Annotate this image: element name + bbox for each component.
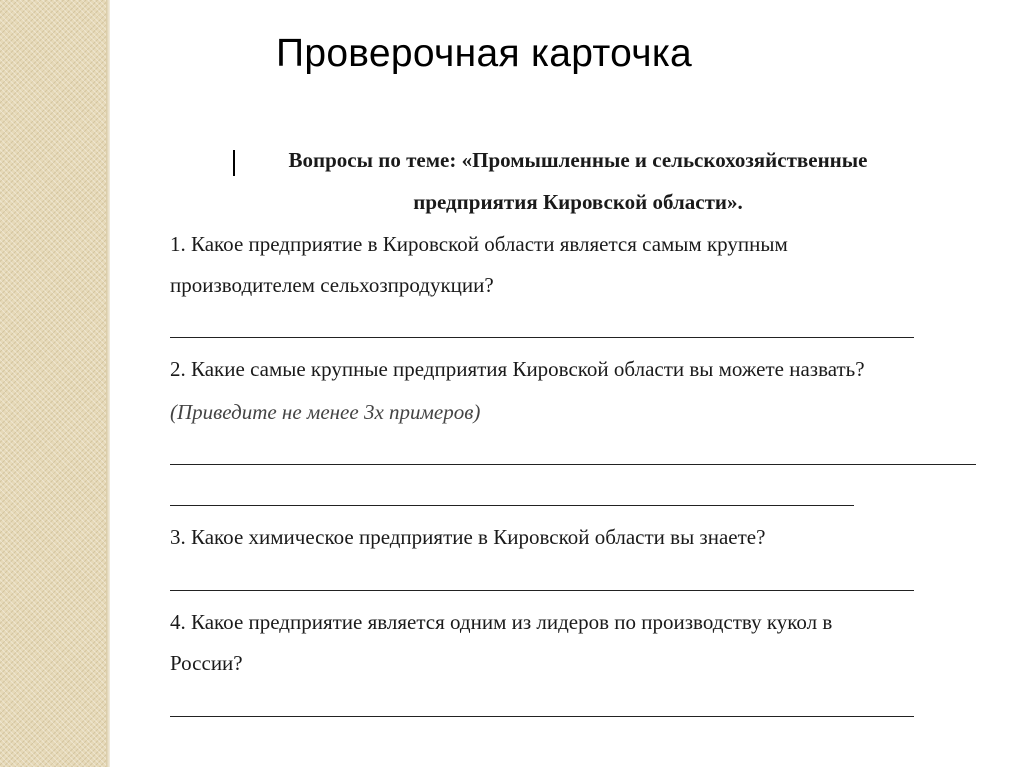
answer-line-2a: [170, 464, 976, 465]
slide-title: Проверочная карточка: [276, 32, 693, 75]
question-2-note: (Приведите не менее 3х примеров): [170, 400, 481, 424]
answer-line-2b: [170, 505, 854, 506]
question-1-line1: 1. Какое предприятие в Кировской области является самым крупным: [170, 232, 788, 256]
decorative-sidebar: [0, 0, 106, 767]
answer-line-1: [170, 337, 914, 338]
sidebar-edge: [106, 0, 110, 767]
question-3-line1: 3. Какое химическое предприятие в Кировской области вы знаете?: [170, 525, 766, 549]
answer-line-3: [170, 590, 914, 591]
question-1-line2: производителем сельхозпродукции?: [170, 273, 494, 297]
answer-line-4: [170, 716, 914, 717]
question-2-line1: 2. Какие самые крупные предприятия Кировской области вы можете назвать?: [170, 357, 865, 381]
question-4-line2: России?: [170, 651, 243, 675]
card-heading-line1: Вопросы по теме: «Промышленные и сельскохозяйственные: [288, 148, 868, 172]
card-heading-line2: предприятия Кировской области».: [413, 190, 743, 214]
question-4-line1: 4. Какое предприятие является одним из лидеров по производству кукол в: [170, 610, 833, 634]
